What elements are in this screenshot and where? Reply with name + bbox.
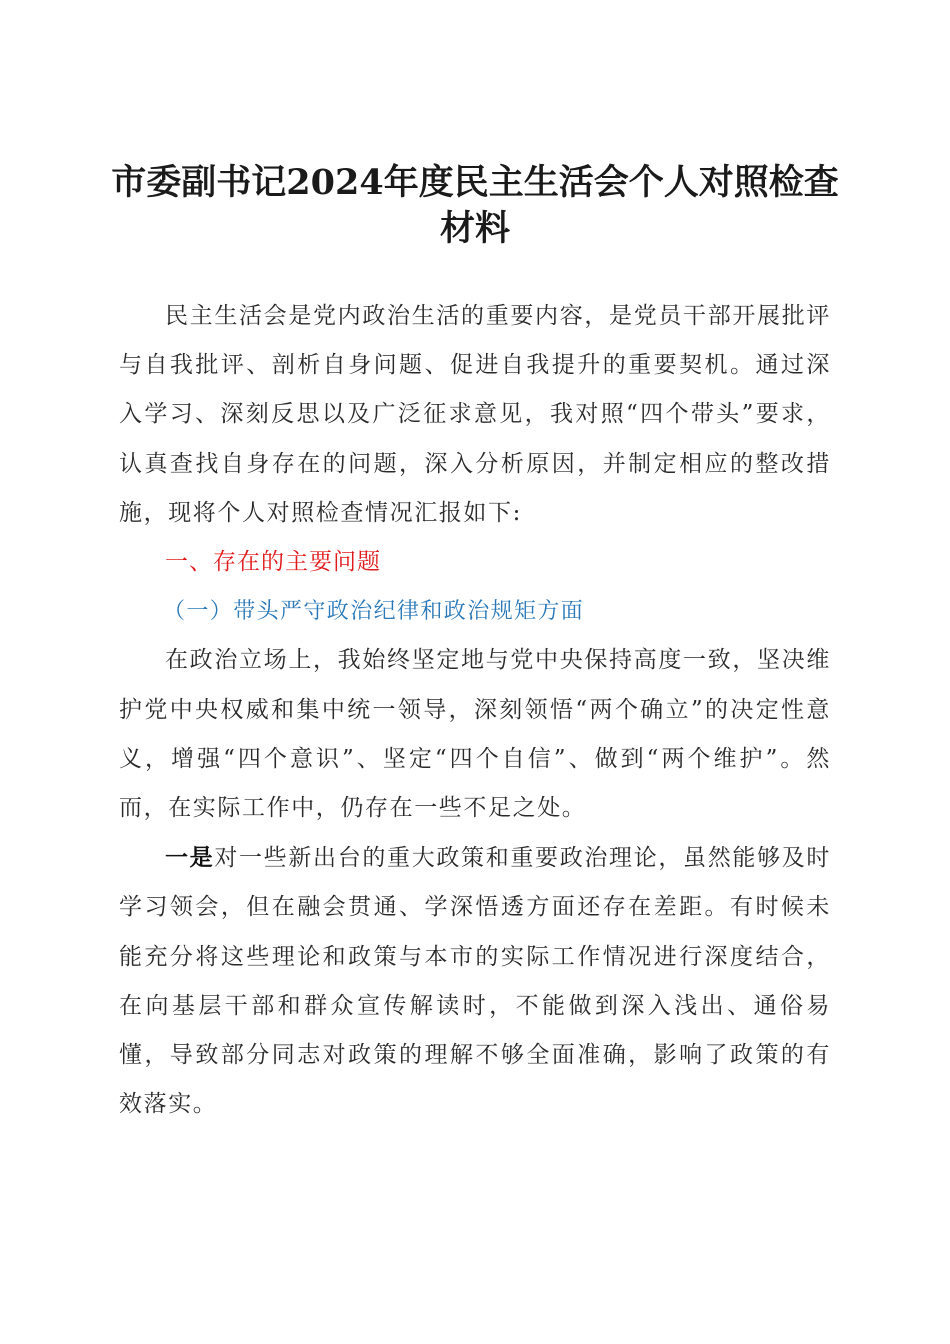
body-paragraph: 在政治立场上，我始终坚定地与党中央保持高度一致，坚决维护党中央权威和集中统一领导，深刻领悟“两个确立”的决定性意义，增强“四个意识”、坚定“四个自信”、做到“两个维护”。然而，在实际工作中，仍存在一些不足之处。 [119,647,831,822]
document-body [119,292,831,1129]
subsection-heading: （一）带头严守政治纪律和政治规矩方面 [163,599,585,625]
point-text: 对一些新出台的重大政策和重要政治理论，虽然能够及时学习领会，但在融会贯通、学深悟透方面还存在差距。有时候未能充分将这些理论和政策与本市的实际工作情况进行深度结合，在向基层干部和群众宣传解读时，不能做到深入浅出、通俗易懂，导致部分同志对政策的理解不够全面准确，影响了政策的有效落实。 [119,845,832,1118]
point-paragraph [119,833,831,1129]
document-title: 市委副书记2024年度民主生活会个人对照检查材料 [111,162,839,249]
point-lead: 一是 [165,844,215,872]
intro-paragraph: 民主生活会是党内政治生活的重要内容，是党员干部开展批评与自我批评、剖析自身问题、促进自我提升的重要契机。通过深入学习、深刻反思以及广泛征求意见，我对照“四个带头”要求，认真查找自身存在的问题，深入分析原因，并制定相应的整改措施，现将个人对照检查情况汇报如下: [119,303,831,526]
section-heading: 一、存在的主要问题 [165,549,381,576]
